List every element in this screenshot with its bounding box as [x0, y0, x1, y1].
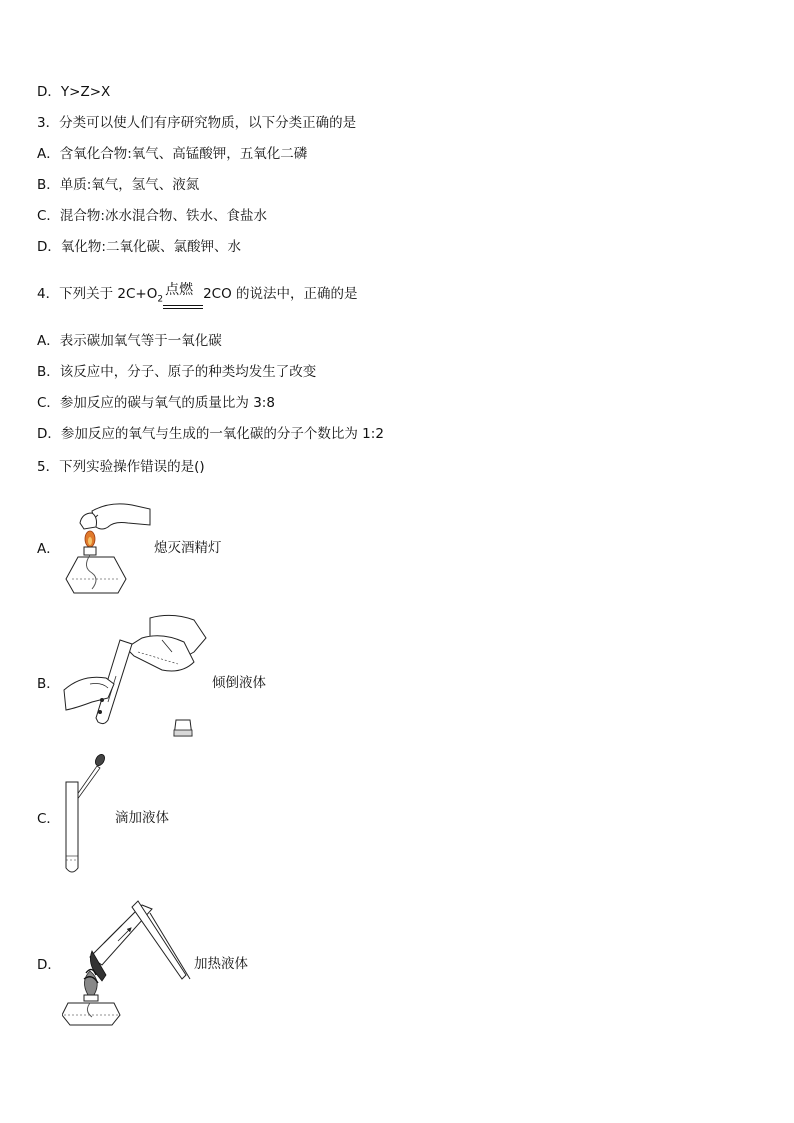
equation-prefix: 4．下列关于 2C+O [37, 286, 158, 302]
question-3-option-b: B．单质:氧气，氢气、液氮 [37, 177, 200, 193]
question-3-option-a: A．含氧化合物:氧气、高锰酸钾，五氧化二磷 [37, 146, 308, 162]
pouring-liquid-icon [62, 612, 212, 744]
q5-option-b-label: B． [37, 676, 60, 692]
q5-option-d-caption: 加热液体 [194, 956, 248, 972]
q5-option-b-caption: 倾倒液体 [212, 675, 266, 691]
heating-test-tube-icon [62, 895, 194, 1027]
q5-option-c-caption: 滴加液体 [115, 810, 169, 826]
q5-option-a-label: A． [37, 541, 60, 557]
q5-option-a-caption: 熄灭酒精灯 [154, 540, 222, 556]
question-4-option-b: B．该反应中，分子、原子的种类均发生了改变 [37, 364, 317, 380]
question-3-stem: 3．分类可以使人们有序研究物质，以下分类正确的是 [37, 115, 357, 131]
q5-option-c-label: C． [37, 811, 60, 827]
q5-option-d-label: D． [37, 957, 61, 973]
dropper-test-tube-icon [60, 752, 110, 878]
question-4-option-a: A．表示碳加氧气等于一氧化碳 [37, 333, 222, 349]
equation-suffix: 2CO 的说法中，正确的是 [203, 286, 358, 302]
question-3-option-d: D．氧化物:二氧化碳、氯酸钾、水 [37, 239, 241, 255]
question-5-stem: 5．下列实验操作错误的是() [37, 459, 205, 475]
reaction-condition: 点燃 [165, 282, 194, 298]
question-4-option-d: D．参加反应的氧气与生成的一氧化碳的分子个数比为 1:2 [37, 426, 384, 442]
question-4-option-c: C．参加反应的碳与氧气的质量比为 3:8 [37, 395, 275, 411]
question-4-stem [37, 282, 358, 309]
equation-subscript: 2 [157, 294, 164, 305]
option-d-q2: D．Y>Z>X [37, 84, 111, 100]
alcohol-lamp-cap-icon [62, 497, 152, 599]
question-3-option-c: C．混合物:冰水混合物、铁水、食盐水 [37, 208, 267, 224]
